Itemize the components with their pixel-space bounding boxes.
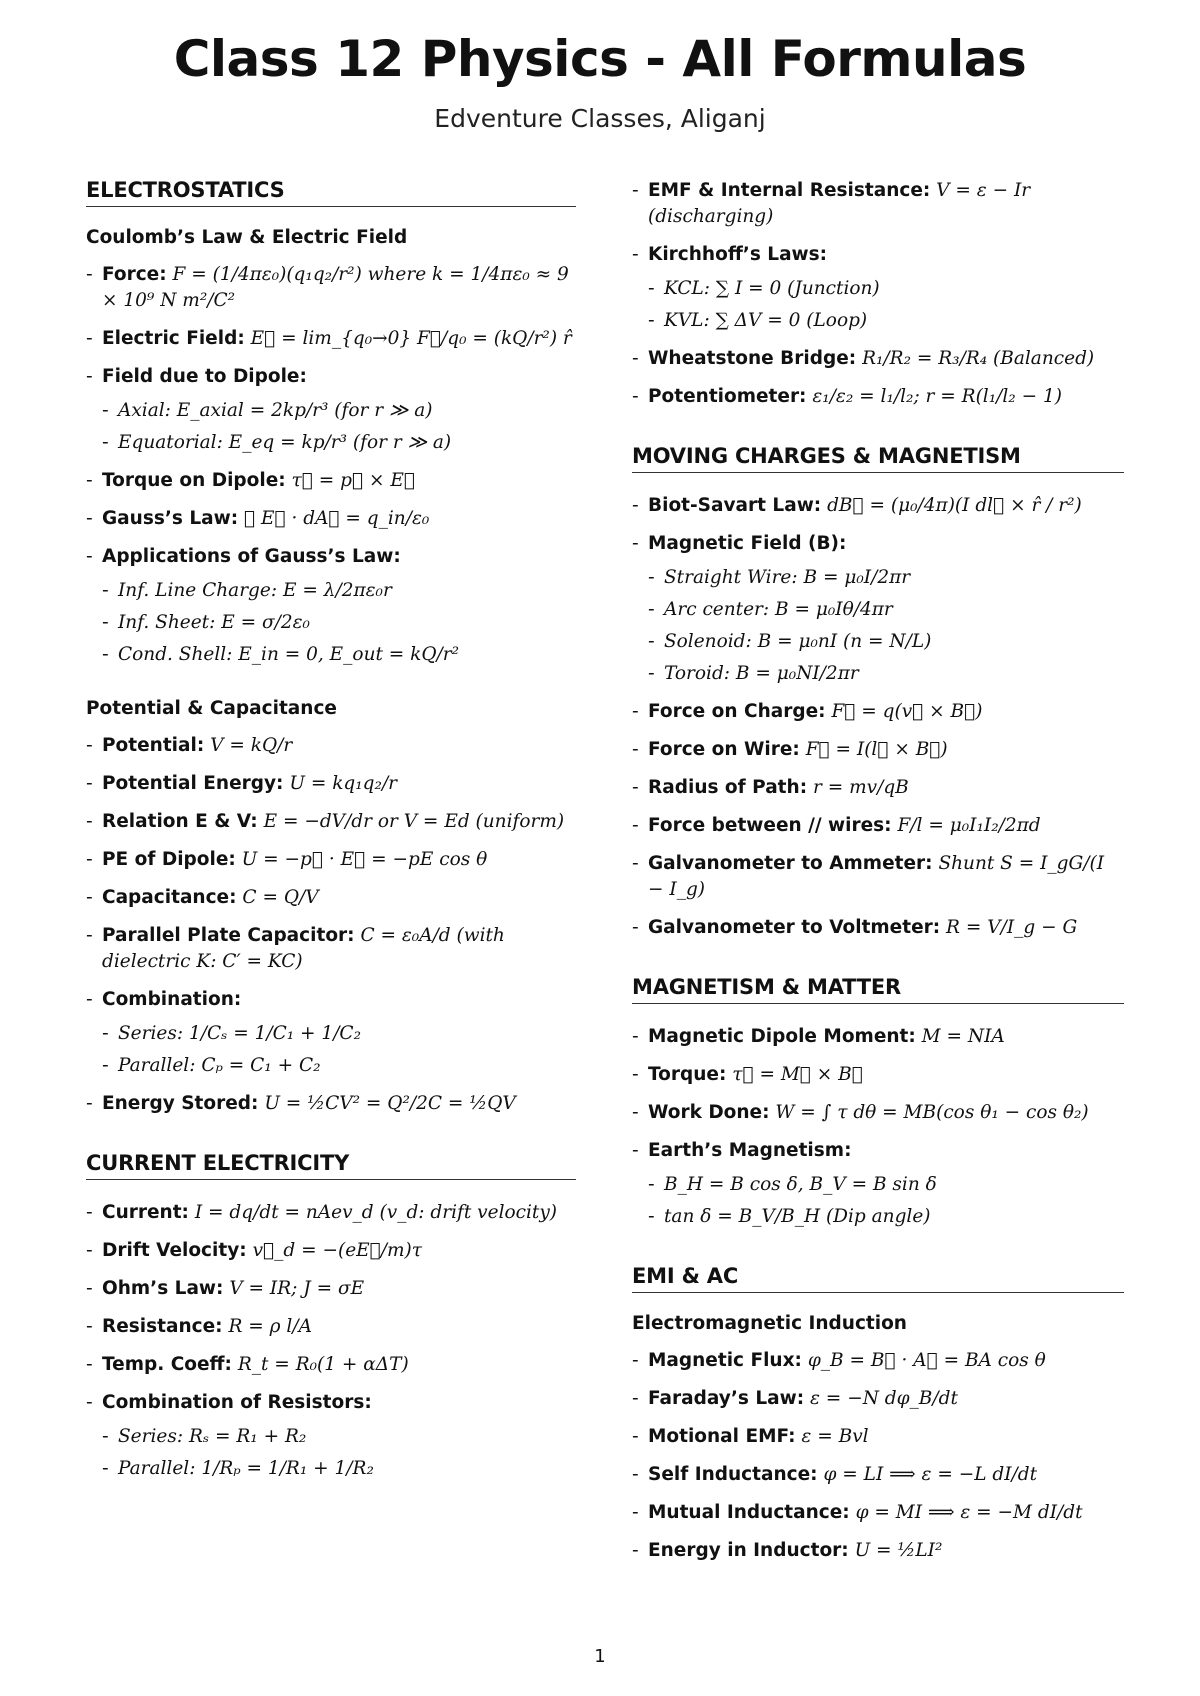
left-column xyxy=(86,178,576,1494)
formula-faraday: - Faraday’s Law: ε = −N dφ_B/dt xyxy=(632,1386,1124,1412)
formula-pe-dipole: - PE of Dipole: U = −p⃗ · E⃗ = −pE cos θ xyxy=(86,847,576,873)
formula-potentiometer: - Potentiometer: ε₁/ε₂ = l₁/l₂; r = R(l₁/l₂ − 1) xyxy=(632,384,1124,410)
formula-axial: - Axial: E_axial = 2kp/r³ (for r ≫ a) xyxy=(86,398,576,424)
page-title: Class 12 Physics - All Formulas xyxy=(173,30,1027,88)
formula-arc-center: - Arc center: B = μ₀Iθ/4πr xyxy=(632,597,1124,623)
formula-kvl: - KVL: ∑ ΔV = 0 (Loop) xyxy=(632,308,1124,334)
formula-toroid: - Toroid: B = μ₀NI/2πr xyxy=(632,661,1124,687)
formula-earth-magnetism: - Earth’s Magnetism: xyxy=(632,1138,1124,1164)
formula-resistance: - Resistance: R = ρ l/A xyxy=(86,1314,576,1340)
section-heading-moving-charges: MOVING CHARGES & MAGNETISM xyxy=(632,444,1124,473)
section-heading-electrostatics: ELECTROSTATICS xyxy=(86,178,576,207)
formula-res-parallel: - Parallel: 1/Rₚ = 1/R₁ + 1/R₂ xyxy=(86,1456,576,1482)
formula-gauss: - Gauss’s Law: ∮ E⃗ · dA⃗ = q_in/ε₀ xyxy=(86,506,576,532)
formula-electric-field: - Electric Field: E⃗ = lim_{q₀→0} F⃗/q₀ = (kQ/r²) r̂ xyxy=(86,326,576,352)
formula-force: - Force: F = (1/4πε₀)(q₁q₂/r²) where k = 1/4πε₀ ≈ 9 × 10⁹ N m²/C² xyxy=(86,262,576,314)
formula-temp-coeff: - Temp. Coeff: R_t = R₀(1 + αΔT) xyxy=(86,1352,576,1378)
formula-potential-energy: - Potential Energy: U = kq₁q₂/r xyxy=(86,771,576,797)
formula-ammeter: - Galvanometer to Ammeter: Shunt S = I_gG/(I − I_g) xyxy=(632,851,1124,903)
formula-solenoid: - Solenoid: B = μ₀nI (n = N/L) xyxy=(632,629,1124,655)
formula-parallel-plate: - Parallel Plate Capacitor: C = ε₀A/d (with dielectric K: C′ = KC) xyxy=(86,923,576,975)
formula-potential: - Potential: V = kQ/r xyxy=(86,733,576,759)
page-subtitle: Edventure Classes, Aliganj xyxy=(434,104,766,133)
formula-magnetic-field: - Magnetic Field (B): xyxy=(632,531,1124,557)
formula-capacitance: - Capacitance: C = Q/V xyxy=(86,885,576,911)
formula-relation-e-v: - Relation E & V: E = −dV/dr or V = Ed (uniform) xyxy=(86,809,576,835)
formula-torque-dipole: - Torque on Dipole: τ⃗ = p⃗ × E⃗ xyxy=(86,468,576,494)
formula-energy-stored: - Energy Stored: U = ½CV² = Q²/2C = ½QV xyxy=(86,1091,576,1117)
formula-res-series: - Series: Rₛ = R₁ + R₂ xyxy=(86,1424,576,1450)
formula-radius-path: - Radius of Path: r = mv/qB xyxy=(632,775,1124,801)
formula-mutual-inductance: - Mutual Inductance: φ = MI ⟹ ε = −M dI/dt xyxy=(632,1500,1124,1526)
formula-voltmeter: - Galvanometer to Voltmeter: R = V/I_g − G xyxy=(632,915,1124,941)
section-heading-emi-ac: EMI & AC xyxy=(632,1264,1124,1293)
formula-combination: - Combination: xyxy=(86,987,576,1013)
formula-ohms-law: - Ohm’s Law: V = IR; J = σE xyxy=(86,1276,576,1302)
formula-work-done: - Work Done: W = ∫ τ dθ = MB(cos θ₁ − cos θ₂) xyxy=(632,1100,1124,1126)
subheading-potential: Potential & Capacitance xyxy=(86,698,337,719)
formula-cap-parallel: - Parallel: Cₚ = C₁ + C₂ xyxy=(86,1053,576,1079)
section-heading-current-electricity: CURRENT ELECTRICITY xyxy=(86,1151,576,1180)
formula-emf: - EMF & Internal Resistance: V = ε − Ir (discharging) xyxy=(632,178,1124,230)
formula-force-wire: - Force on Wire: F⃗ = I(l⃗ × B⃗) xyxy=(632,737,1124,763)
formula-dip-angle: - tan δ = B_V/B_H (Dip angle) xyxy=(632,1204,1124,1230)
formula-wheatstone: - Wheatstone Bridge: R₁/R₂ = R₃/R₄ (Balanced) xyxy=(632,346,1124,372)
formula-biot-savart: - Biot-Savart Law: dB⃗ = (μ₀/4π)(I dl⃗ × r̂ / r²) xyxy=(632,493,1124,519)
formula-gauss-applications: - Applications of Gauss’s Law: xyxy=(86,544,576,570)
formula-kirchhoff: - Kirchhoff’s Laws: xyxy=(632,242,1124,268)
formula-equatorial: - Equatorial: E_eq = kp/r³ (for r ≫ a) xyxy=(86,430,576,456)
formula-dipole-moment: - Magnetic Dipole Moment: M = NIA xyxy=(632,1024,1124,1050)
formula-straight-wire: - Straight Wire: B = μ₀I/2πr xyxy=(632,565,1124,591)
formula-energy-inductor: - Energy in Inductor: U = ½LI² xyxy=(632,1538,1124,1564)
formula-sheet: - Inf. Sheet: E = σ/2ε₀ xyxy=(86,610,576,636)
formula-drift-velocity: - Drift Velocity: v⃗_d = −(eE⃗/m)τ xyxy=(86,1238,576,1264)
page-number: 1 xyxy=(594,1646,606,1667)
subheading-coulomb: Coulomb’s Law & Electric Field xyxy=(86,227,408,248)
formula-earth-components: - B_H = B cos δ, B_V = B sin δ xyxy=(632,1172,1124,1198)
formula-force-charge: - Force on Charge: F⃗ = q(v⃗ × B⃗) xyxy=(632,699,1124,725)
subheading-induction: Electromagnetic Induction xyxy=(632,1313,907,1334)
formula-dipole-field: - Field due to Dipole: xyxy=(86,364,576,390)
right-column xyxy=(632,178,1124,1576)
formula-motional-emf: - Motional EMF: ε = Bvl xyxy=(632,1424,1124,1450)
formula-resistor-combination: - Combination of Resistors: xyxy=(86,1390,576,1416)
formula-self-inductance: - Self Inductance: φ = LI ⟹ ε = −L dI/dt xyxy=(632,1462,1124,1488)
formula-force-between-wires: - Force between // wires: F/l = μ₀I₁I₂/2πd xyxy=(632,813,1124,839)
formula-cap-series: - Series: 1/Cₛ = 1/C₁ + 1/C₂ xyxy=(86,1021,576,1047)
formula-magnetic-flux: - Magnetic Flux: φ_B = B⃗ · A⃗ = BA cos θ xyxy=(632,1348,1124,1374)
formula-magnetic-torque: - Torque: τ⃗ = M⃗ × B⃗ xyxy=(632,1062,1124,1088)
formula-current: - Current: I = dq/dt = nAev_d (v_d: drift velocity) xyxy=(86,1200,576,1226)
section-heading-magnetism-matter: MAGNETISM & MATTER xyxy=(632,975,1124,1004)
formula-line-charge: - Inf. Line Charge: E = λ/2πε₀r xyxy=(86,578,576,604)
formula-shell: - Cond. Shell: E_in = 0, E_out = kQ/r² xyxy=(86,642,576,668)
formula-kcl: - KCL: ∑ I = 0 (Junction) xyxy=(632,276,1124,302)
